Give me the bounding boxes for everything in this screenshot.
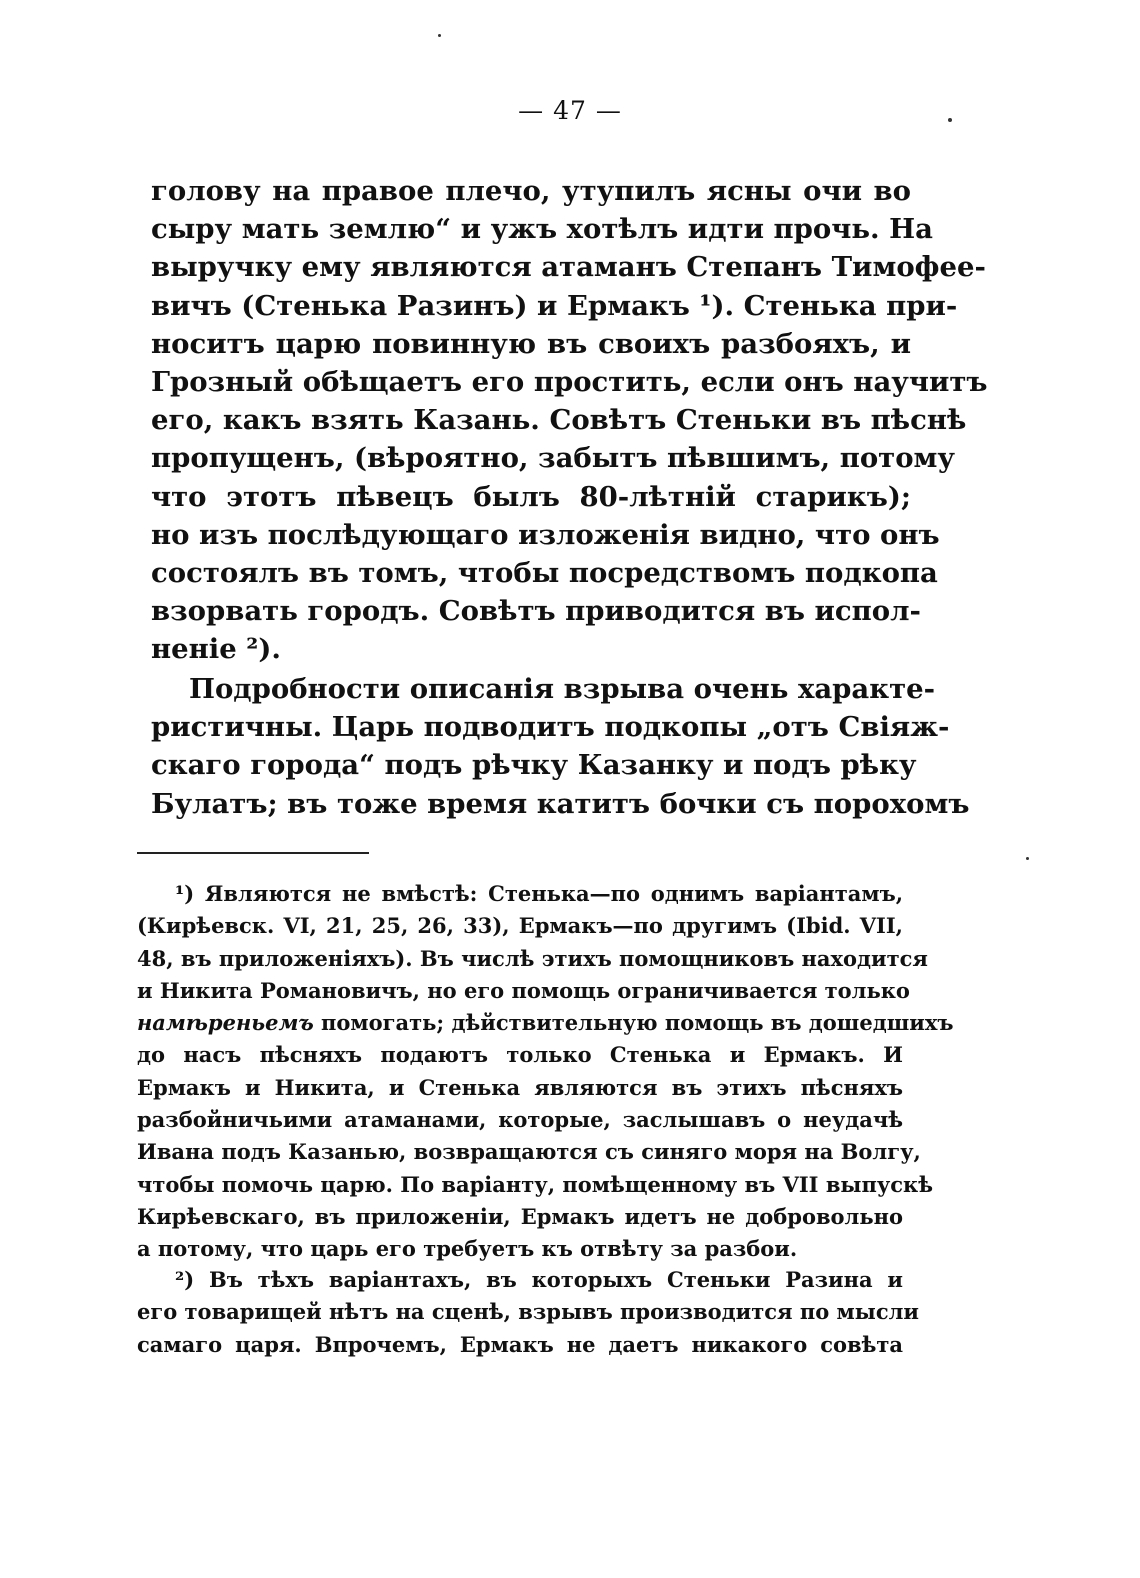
footnote-line: ²) Въ тѣхъ варіантахъ, въ которыхъ Стеньки Разина и [175,1267,903,1292]
text-line: Булатъ; въ тоже время катитъ бочки съ порохомъ [151,787,970,820]
footnote-separator [137,852,369,854]
footnote-line: Кирѣевскаго, въ приложеніи, Ермакъ идетъ не добровольно [137,1203,903,1229]
italic-word: намѣреньемъ [137,1010,314,1036]
scan-speck [438,34,441,37]
text-line: Подробности описанія взрыва очень характе- [189,673,936,705]
text-line: его, какъ взять Казань. Совѣтъ Стеньки въ пѣснѣ [151,404,967,437]
footnote-line: разбойничьими атаманами, которые, заслышавъ о неудачѣ [137,1107,903,1133]
text-line: пропущенъ, (вѣроятно, забытъ пѣвшимъ, потому [151,442,956,475]
text-line: неніе ²). [151,633,281,666]
footnote-1 [137,878,954,1266]
scan-speck [1026,857,1029,860]
footnote-2 [137,1264,919,1361]
text-line: голову на правое плечо, утупилъ ясны очи во [151,175,911,207]
text-line: ристичны. Царь подводитъ подкопы „отъ Свіяж- [151,711,950,744]
footnote-line: (Кирѣевск. VI, 21, 25, 26, 33), Ермакъ—по другимъ (Ibid. VII, [137,913,903,939]
footnote-line: а потому, что царь его требуетъ къ отвѣту за разбои. [137,1236,798,1262]
paragraph-1 [151,172,988,668]
footnote-line-rest: помогать; дѣйствительную помощь въ дошедшихъ [313,1010,954,1036]
scan-speck [948,118,952,122]
text-line: но изъ послѣдующаго изложенія видно, что онъ [151,518,940,551]
text-line: что этотъ пѣвецъ былъ 80-лѣтній старикъ); [151,480,911,513]
footnote-line: и Никита Романовичъ, но его помощь ограничивается только [137,977,910,1003]
footnote-line: чтобы помочь царю. По варіанту, помѣщенному въ VII выпускѣ [137,1171,933,1197]
footnote-line: Ивана подъ Казанью, возвращаются съ синяго моря на Волгу, [137,1139,921,1165]
footnote-line [137,1007,954,1039]
text-line: вичъ (Стенька Разинъ) и Ермакъ ¹). Стенька при- [151,289,958,322]
text-line: сыру мать землю“ и ужъ хотѣлъ идти прочь. На [151,213,933,246]
text-line: Грозный обѣщаетъ его простить, если онъ научитъ [151,365,988,398]
footnote-line: самаго царя. Впрочемъ, Ермакъ не даетъ никакого совѣта [137,1331,903,1357]
paragraph-2 [151,670,970,823]
footnote-line: его товарищей нѣтъ на сценѣ, взрывъ производится по мысли [137,1299,919,1325]
text-line: скаго города“ подъ рѣчку Казанку и подъ рѣку [151,749,917,782]
text-line: состоялъ въ томъ, чтобы посредствомъ подкопа [151,556,938,589]
footnote-line: ¹) Являются не вмѣстѣ: Стенька—по однимъ варіантамъ, [175,881,903,906]
text-line: носитъ царю повинную въ своихъ разбояхъ, и [151,327,911,360]
text-line: взорвать городъ. Совѣтъ приводится въ испол- [151,595,921,628]
footnote-line: Ермакъ и Никита, и Стенька являются въ этихъ пѣсняхъ [137,1074,903,1100]
footnote-line: до насъ пѣсняхъ подаютъ только Стенька и Ермакъ. И [137,1042,903,1068]
text-line: выручку ему являются атаманъ Степанъ Тимофее- [151,251,986,284]
page-number: — 47 — [518,96,622,125]
footnote-line: 48, въ приложеніяхъ). Въ числѣ этихъ помощниковъ находится [137,945,928,971]
